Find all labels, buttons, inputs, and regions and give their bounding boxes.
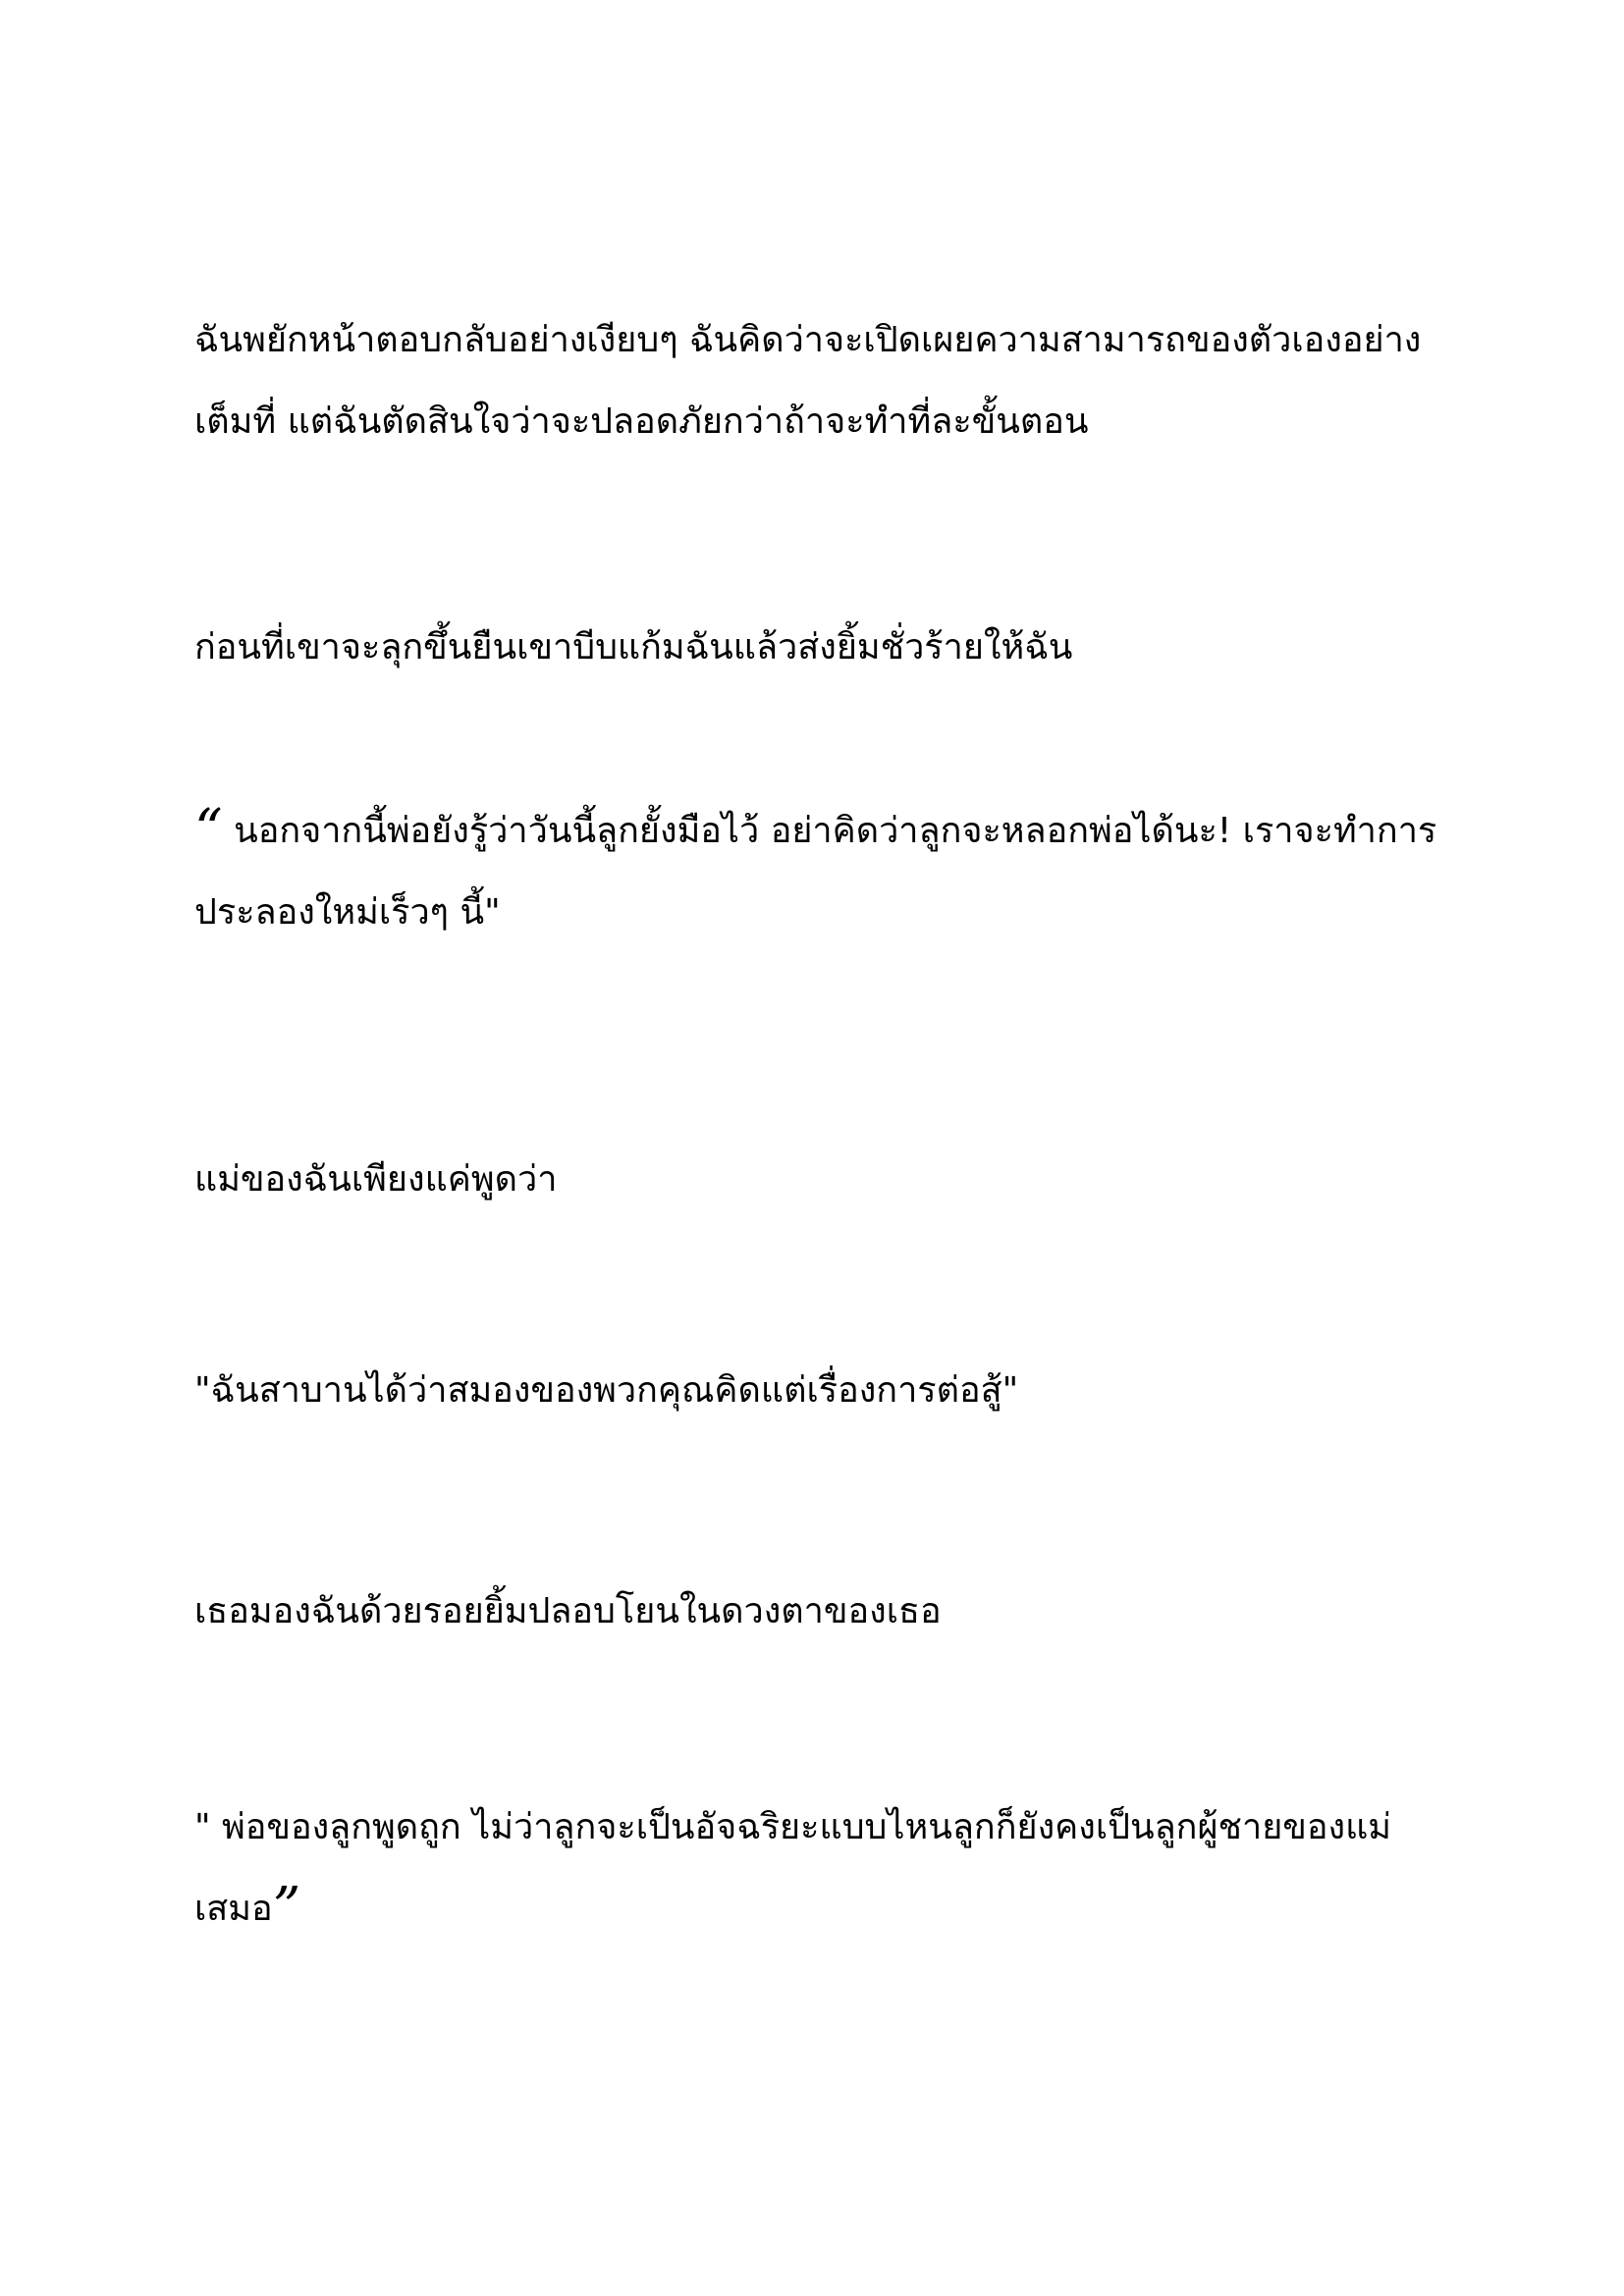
text-segment: นอกจากนี้พ่อยังรู้ว่าวันนี้ลูกยั้งมือไว้ อย่าคิดว่าลูกจะหลอกพ่อได้นะ! เราจะทำการ — [222, 811, 1437, 851]
text-line — [194, 790, 1441, 872]
text-line: ประลองใหม่เร็วๆ นี้" — [194, 892, 501, 933]
text-line: ฉันพยักหน้าตอบกลับอย่างเงียบๆ ฉันคิดว่าจะเปิดเผยความสามารถของตัวเองอย่าง — [194, 320, 1422, 360]
text-line — [194, 1868, 1441, 1949]
close-quote-mark: ” — [272, 1876, 301, 1940]
text-line: เต็มที่ แต่ฉันตัดสินใจว่าจะปลอดภัยกว่าถ้าจะทำที่ละขั้นตอน — [194, 401, 1089, 442]
text-line: "ฉันสาบานได้ว่าสมองของพวกคุณคิดแต่เรื่องการต่อสู้" — [194, 1370, 1019, 1411]
text-line: " พ่อของลูกพูดถูก ไม่ว่าลูกจะเป็นอัจฉริยะแบบไหนลูกก็ยังคงเป็นลูกผู้ชายของแม่ — [194, 1807, 1392, 1847]
paragraph-mother-reassures — [194, 1787, 1441, 1949]
open-quote-mark: “ — [194, 798, 223, 862]
paragraph-mother-quote — [194, 1350, 1441, 1431]
text-line: เธอมองฉันด้วยรอยยิ้มปลอบโยนในดวงตาของเธอ — [194, 1591, 942, 1631]
text-line: แม่ของฉันเพียงแค่พูดว่า — [194, 1159, 558, 1200]
paragraph-mother-smiles — [194, 1571, 1441, 1652]
text-segment: เสมอ — [194, 1889, 273, 1929]
paragraph-nod-reply — [194, 299, 1441, 462]
paragraph-father-stands — [194, 607, 1441, 688]
text-line: ก่อนที่เขาจะลุกขึ้นยืนเขาบีบแก้มฉันแล้วส่งยิ้มชั่วร้ายให้ฉัน — [194, 627, 1073, 667]
paragraph-mother-says — [194, 1139, 1441, 1220]
paragraph-father-quote — [194, 790, 1441, 953]
